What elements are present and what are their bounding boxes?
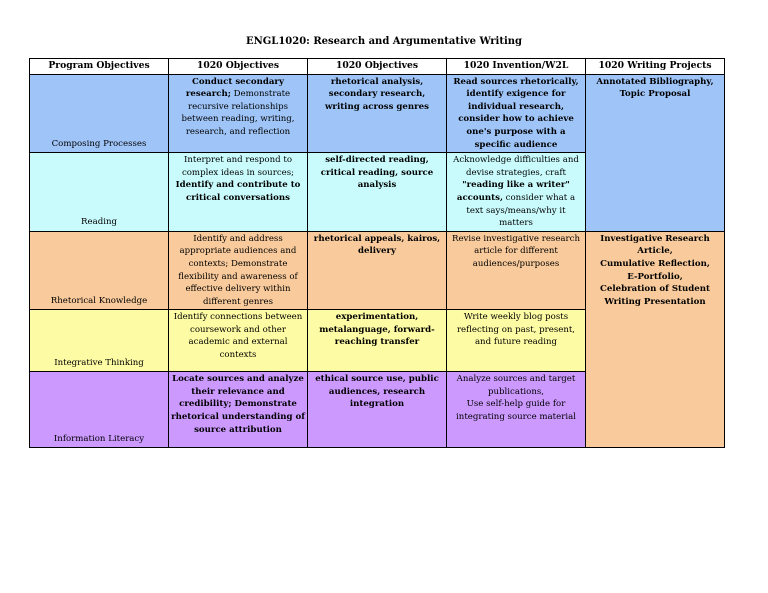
cell-text: Demonstrate recursive relationships between reading, writing, research, and reflection	[181, 89, 295, 137]
project-item: Cumulative Reflection,	[600, 258, 710, 269]
objectives-cell: Locate sources and analyze their relevance and credibility; Demonstrate rhetorical understanding of source attribution	[169, 372, 308, 448]
cell-text-bold: Conduct secondary research;	[185, 76, 284, 100]
cell-text: Use self-help guide for integrating source material	[456, 399, 576, 423]
table-row	[30, 231, 725, 310]
projects-cell-group2	[586, 231, 725, 448]
objectives-table	[29, 58, 725, 448]
objectives-cell: Identify and address appropriate audiences and contexts; Demonstrate flexibility and awareness of effective delivery within different genres	[169, 231, 308, 310]
project-item: Annotated Bibliography,	[596, 76, 714, 87]
objectives-cell: self-directed reading, critical reading, source analysis	[308, 153, 447, 232]
project-item: Investigative Research Article,	[600, 233, 710, 257]
objective-cell: Integrative Thinking	[30, 310, 169, 372]
objective-cell: Reading	[30, 153, 169, 232]
header-1020-objectives-b: 1020 Objectives	[308, 59, 447, 75]
project-item: E-Portfolio,	[627, 271, 683, 282]
objectives-cell: experimentation, metalanguage, forward-reaching transfer	[308, 310, 447, 372]
objectives-cell: rhetorical analysis, secondary research, writing across genres	[308, 74, 447, 153]
cell-text: Interpret and respond to complex ideas in sources;	[181, 155, 295, 178]
objectives-cell	[169, 74, 308, 153]
cell-text-bold: "reading like a writer" accounts,	[456, 180, 570, 203]
table-row	[30, 74, 725, 153]
header-1020-objectives-a: 1020 Objectives	[169, 59, 308, 75]
objective-cell: Composing Processes	[30, 74, 169, 153]
projects-cell-group1	[586, 74, 725, 231]
objectives-cell	[169, 153, 308, 232]
project-item: Celebration of Student Writing Presentation	[600, 284, 710, 307]
header-program-objectives: Program Objectives	[30, 59, 169, 75]
invention-cell	[447, 372, 586, 448]
invention-cell	[447, 153, 586, 232]
cell-text-bold: Identify and contribute to critical conversations	[175, 180, 301, 203]
cell-text: consider what a text says/means/why it matters	[466, 192, 576, 229]
invention-cell: Read sources rhetorically, identify exigence for individual research, consider how to achieve one's purpose with a specific audience	[447, 74, 586, 153]
header-row	[30, 59, 725, 75]
project-item: Topic Proposal	[619, 89, 691, 100]
invention-cell: Revise investigative research article for different audiences/purposes	[447, 231, 586, 310]
invention-cell: Write weekly blog posts reflecting on past, present, and future reading	[447, 310, 586, 372]
cell-text: Analyze sources and target publications,	[456, 374, 576, 397]
objectives-cell: Identify connections between coursework and other academic and external contexts	[169, 310, 308, 372]
document-title: ENGL1020: Research and Argumentative Writing	[245, 36, 523, 47]
header-writing-projects: 1020 Writing Projects	[586, 59, 725, 75]
objective-cell: Information Literacy	[30, 372, 169, 448]
cell-text: Acknowledge difficulties and devise strategies, craft	[453, 155, 579, 178]
objective-cell: Rhetorical Knowledge	[30, 231, 169, 310]
objectives-cell: ethical source use, public audiences, research integration	[308, 372, 447, 448]
objectives-cell: rhetorical appeals, kairos, delivery	[308, 231, 447, 310]
header-invention-w2l: 1020 Invention/W2L	[447, 59, 586, 75]
